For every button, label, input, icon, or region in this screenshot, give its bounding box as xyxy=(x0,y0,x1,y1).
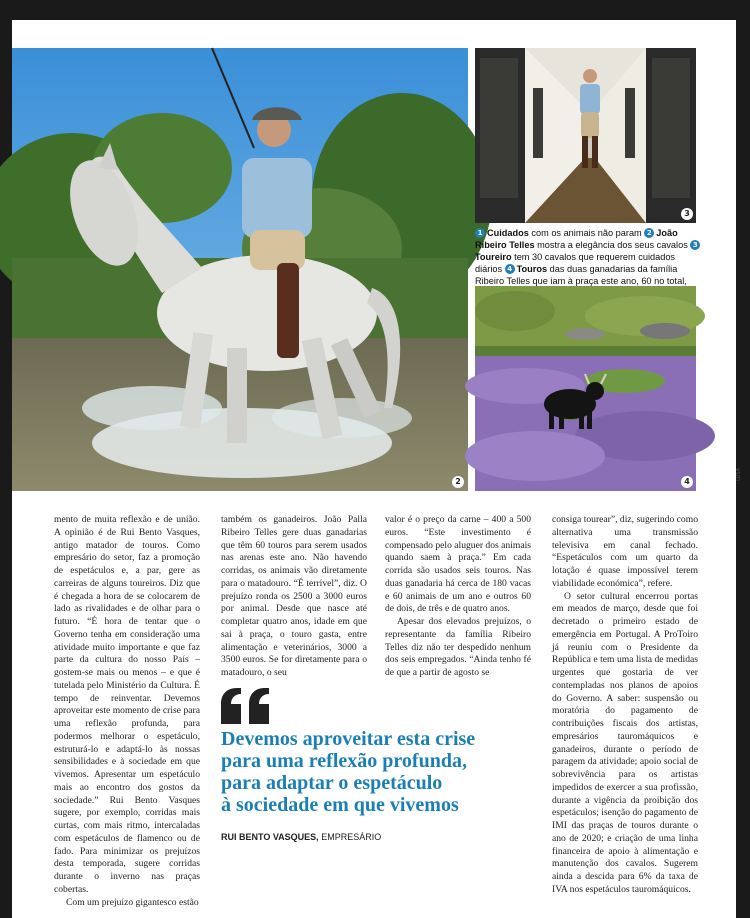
caption-text-2: mostra a elegância dos seus cavalos xyxy=(534,240,691,250)
pull-quote-line-2: para uma reflexão profunda, xyxy=(221,750,467,772)
caption-number-3: 3 xyxy=(690,240,700,250)
caption-number-2: 2 xyxy=(644,228,654,238)
column-2-text: também os ganadeiros. João Palla Ribeiro Telles gere duas ganadarias que têm 60 touros para serem usados nas arenas este ano. Não havendo corridas, os animais vão diretamente para o matadouro. “É terrível”, diz. O prejuízo ronda os 2500 a 3000 euros por animal. Desde que nasce até completar quatro anos, idade em que sai à praça, o touro gasta, entre alimentação e veterinários, 3000 a 3500 euros. Se for diretamente para o matadouro, o seu xyxy=(221,514,367,678)
article-column-2 xyxy=(221,514,367,680)
pull-quote-line-4: à sociedade em que vivemos xyxy=(221,794,459,816)
pull-quote-line-1: Devemos aproveitar esta crise xyxy=(221,728,476,750)
photo-bull-field xyxy=(475,286,696,491)
column-3-text: valor é o preço da carne – 400 a 500 euros. “Este investimento é compensado pelo aluguer dos animais quando saem à praça.” Em cada corrida são usados seis touros. Nas duas ganadaria há cerca de 180 vacas e 60 animais de um ano e outros 60 de dois, de três e de quatro anos. xyxy=(385,514,532,615)
caption-lead-2: João Ribeiro Telles xyxy=(475,228,678,250)
attribution-name: RUI BENTO VASQUES, xyxy=(221,832,319,842)
photo-stable xyxy=(475,48,696,223)
article-column-1 xyxy=(54,514,200,909)
attribution-role: EMPRESÁRIO xyxy=(318,832,382,842)
photo-rider-horse-river xyxy=(12,48,468,491)
caption-lead-1: Cuidados xyxy=(487,228,529,238)
magazine-page xyxy=(12,20,742,918)
pull-quote-line-3: para adaptar o espetáculo xyxy=(221,772,443,794)
photo-number-2: 2 xyxy=(452,476,464,488)
column-4-text: consiga tourear”, diz, sugerindo como alternativa uma transmissão televisiva em canal fechado. “Espetáculos com um quarto da lotação é quase impossível terem viabilidade económica”, refere. xyxy=(552,514,698,589)
caption-text-3: tem 30 cavalos que requerem cuidados diários xyxy=(475,252,676,274)
article-column-4 xyxy=(552,514,698,897)
photo-credit: LUSA xyxy=(736,468,742,481)
column-1-paragraph-2: Com um prejuízo gigantesco estão xyxy=(66,896,199,908)
quote-attribution xyxy=(221,832,381,842)
caption-lead-3: Toureiro xyxy=(475,252,512,262)
caption-number-1: 1 xyxy=(475,228,485,238)
article-column-3 xyxy=(385,514,531,680)
quote-icon xyxy=(221,688,273,724)
pull-quote xyxy=(221,728,551,816)
column-1-text: mento de muita reflexão e de união. A opinião é de Rui Bento Vasques, antigo matador de touros. Como empresário do setor, faz a promoção de espetáculos e, a par, gere as carreiras de alguns toureiros. Diz que é chegada a hora de se colocarem de lado as rivalidades e de olhar para o futuro. “É hora de tentar que o Governo tenha em consideração uma atividade muito importante e que faz parte da cultura do nosso País – gostem-se mais ou menos – e que é tutelada pelo Ministério da Cultura. É tempo de reinventar. Devemos aproveitar este momento de crise para uma reflexão profunda, para podermos melhorar o espetáculo, estruturá-lo e adaptá-lo às nossas sensibilidades e à sociedade em que vivemos. Apresentar um espetáculo mais ao encontro dos gostos da sociedade.” Rui Bento Vasques sugere, por exemplo, corridas mais curtas, com mais ritmo, intercaladas com espetáculos de flamenco ou de fado. Para minimizar os prejuízos desta temporada, sugere corridas durante o inverno nas praças cobertas. xyxy=(54,514,200,895)
column-3-paragraph-2: Apesar dos elevados prejuízos, o representante da família Ribeiro Telles diz não ter despedido nenhum dos seis empregados. “Ainda tenho fé de que a partir de agosto se xyxy=(385,616,531,678)
caption-lead-4: Touros xyxy=(516,264,548,274)
photo-number-4: 4 xyxy=(681,476,693,488)
caption-number-4: 4 xyxy=(505,264,515,274)
column-4-paragraph-2: O setor cultural encerrou portas em meados de março, desde que foi decretado o primeiro estado de emergência em Portugal. A ProToiro já reuniu com o Presidente da República e tem uma lista de medidas urgentes que gostaria de ver contempladas nos planos de apoios do Governo. A saber: suspensão ou moratória do pagamento de contribuições fiscais dos artistas, empresários tauromáquicos e ganadeiros, durante o período de paragem da atividade; apoio social de sobrevivência para os artistas impedidos de exercer a sua profissão, durante a vigência da proibição dos espetáculos; isenção do pagamento de IMI das praças de touros durante o ano de 2020; e criação de uma linha financeira de apoio à alimentação e manutenção dos cavalos. Sugerem ainda a descida para 6% da taxa de IVA nos espetáculos tauromáquicos. xyxy=(552,590,698,895)
photo-number-3: 3 xyxy=(681,208,693,220)
caption-text-4: das duas ganadarias da família Ribeiro Telles que iam à praça este ano, 60 no total, xyxy=(475,264,687,286)
caption-text-1: com os animais não param xyxy=(528,228,645,238)
